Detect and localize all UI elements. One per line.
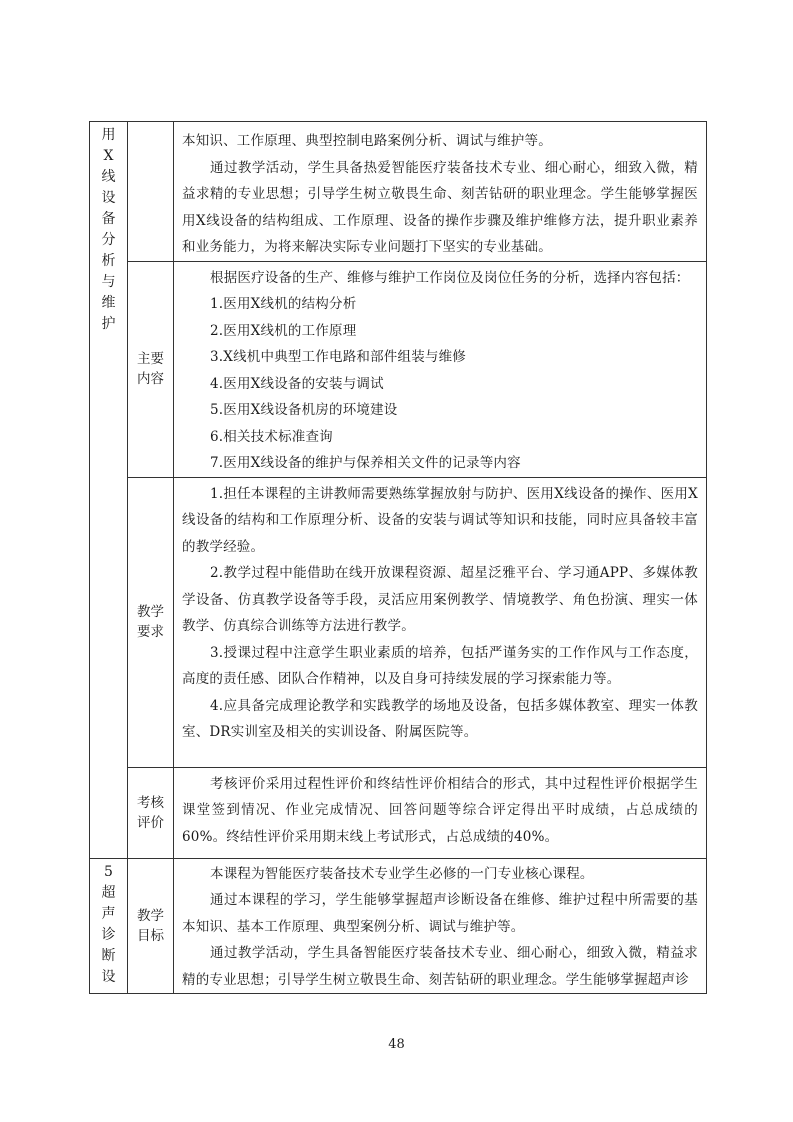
paragraph: 3.授课过程中注意学生职业素质的培养，包括严谨务实的工作作风与工作态度，高度的责任感、团队合作精神，以及自身可持续发展的学习探索能力等。 (182, 644, 698, 687)
section-label-char: X (103, 148, 114, 164)
section-label-char: 线 (101, 169, 116, 185)
teaching-requirements-cell (174, 477, 707, 767)
row-label-line: 内容 (137, 371, 164, 387)
section-label-char: 用 (101, 127, 116, 143)
assessment-cell (174, 767, 707, 858)
section-label-char: 与 (101, 274, 116, 290)
table-row (90, 767, 707, 858)
row-label-cell (128, 477, 174, 767)
objectives-continued-cell (174, 122, 707, 262)
page-number: 48 (388, 1037, 405, 1052)
row-label-line: 教学 (137, 907, 164, 924)
list-item: 1.医用X线机的结构分析 (210, 296, 357, 312)
row-label-line: 目标 (137, 927, 164, 944)
empty-label-cell (128, 122, 174, 262)
section-label-char: 分 (101, 232, 116, 248)
teaching-objectives-cell (174, 858, 707, 994)
paragraph: 考核评价采用过程性评价和终结性评价相结合的形式，其中过程性评价根据学生课堂签到情况、作业完成情况、回答问题等综合评定得出平时成绩，占总成绩的60%。终结性评价采用期末线上考试形式，占总成绩的40%。 (182, 775, 698, 845)
section-label-char: 超 (101, 884, 116, 901)
table-row (90, 477, 707, 767)
section-label-char: 5 (104, 863, 113, 880)
section-5-label-cell (90, 858, 128, 994)
list-item: 3.X线机中典型工作电路和部件组装与维修 (210, 349, 466, 365)
section-label-char: 设 (101, 968, 116, 985)
list-item: 7.医用X线设备的维护与保养相关文件的记录等内容 (210, 455, 521, 471)
paragraph: 根据医疗设备的生产、维修与维护工作岗位及岗位任务的分析，选择内容包括： (210, 269, 690, 286)
list-item: 2.医用X线机的工作原理 (210, 322, 357, 339)
row-label-line: 考核 (137, 794, 164, 811)
list-item: 4.医用X线设备的安装与调试 (210, 375, 384, 392)
paragraph: 本课程为智能医疗装备技术专业学生必修的一门专业核心课程。 (210, 865, 594, 882)
section-label-char: 护 (101, 316, 116, 332)
paragraph: 4.应具备完成理论教学和实践教学的场地及设备，包括多媒体教室、理实一体教室、DR实训室及相关的实训设备、附属医院等。 (182, 697, 698, 740)
section-label-char: 诊 (101, 926, 116, 943)
row-label-cell (128, 261, 174, 477)
section-label-char: 备 (101, 211, 116, 227)
list-item: 5.医用X线设备机房的环境建设 (210, 402, 398, 418)
course-table (89, 121, 707, 994)
paragraph: 1.担任本课程的主讲教师需要熟练掌握放射与防护、医用X线设备的操作、医用X线设备的结构和工作原理分析、设备的安装与调试等知识和技能，同时应具备较丰富的教学经验。 (182, 485, 698, 555)
paragraph: 2.教学过程中能借助在线开放课程资源、超星泛雅平台、学习通APP、多媒体教学设备、仿真教学设备等手段，灵活应用案例教学、情境教学、角色扮演、理实一体教学、仿真综合训练等方法进行教学。 (182, 565, 698, 634)
row-label-line: 主要 (137, 351, 164, 367)
paragraph: 通过本课程的学习，学生能够掌握超声诊断设备在维修、维护过程中所需要的基本知识、基本工作原理、典型案例分析、调试与维护等。 (182, 892, 698, 935)
row-label-line: 教学 (137, 604, 164, 620)
section-4-label-cell (90, 122, 128, 859)
table-row (90, 122, 707, 262)
table-row (90, 858, 707, 994)
table-row (90, 261, 707, 477)
paragraph: 本知识、工作原理、典型控制电路案例分析、调试与维护等。 (182, 133, 552, 149)
paragraph: 通过教学活动，学生具备热爱智能医疗装备技术专业、细心耐心，细致入微，精益求精的专业思想；引导学生树立敬畏生命、刻苦钻研的职业理念。学生能够掌握医用X线设备的结构组成、工作原理、设备的操作步骤及维护维修方法，提升职业素养和业务能力，为将来解决实际专业问题打下坚实的专业基础。 (182, 159, 698, 255)
list-item: 6.相关技术标准查询 (210, 428, 333, 445)
section-label-char: 断 (101, 947, 116, 964)
section-label-char: 析 (101, 253, 116, 269)
section-label-char: 维 (101, 295, 116, 311)
row-label-cell (128, 767, 174, 858)
row-label-cell (128, 858, 174, 994)
row-label-line: 评价 (137, 814, 164, 831)
main-content-cell (174, 261, 707, 477)
paragraph: 通过教学活动，学生具备智能医疗装备技术专业、细心耐心，细致入微，精益求精的专业思想；引导学生树立敬畏生命、刻苦钻研的职业理念。学生能够掌握超声诊 (182, 945, 698, 988)
section-label-char: 声 (101, 905, 116, 922)
section-label-char: 设 (101, 190, 116, 206)
row-label-line: 要求 (137, 624, 164, 640)
